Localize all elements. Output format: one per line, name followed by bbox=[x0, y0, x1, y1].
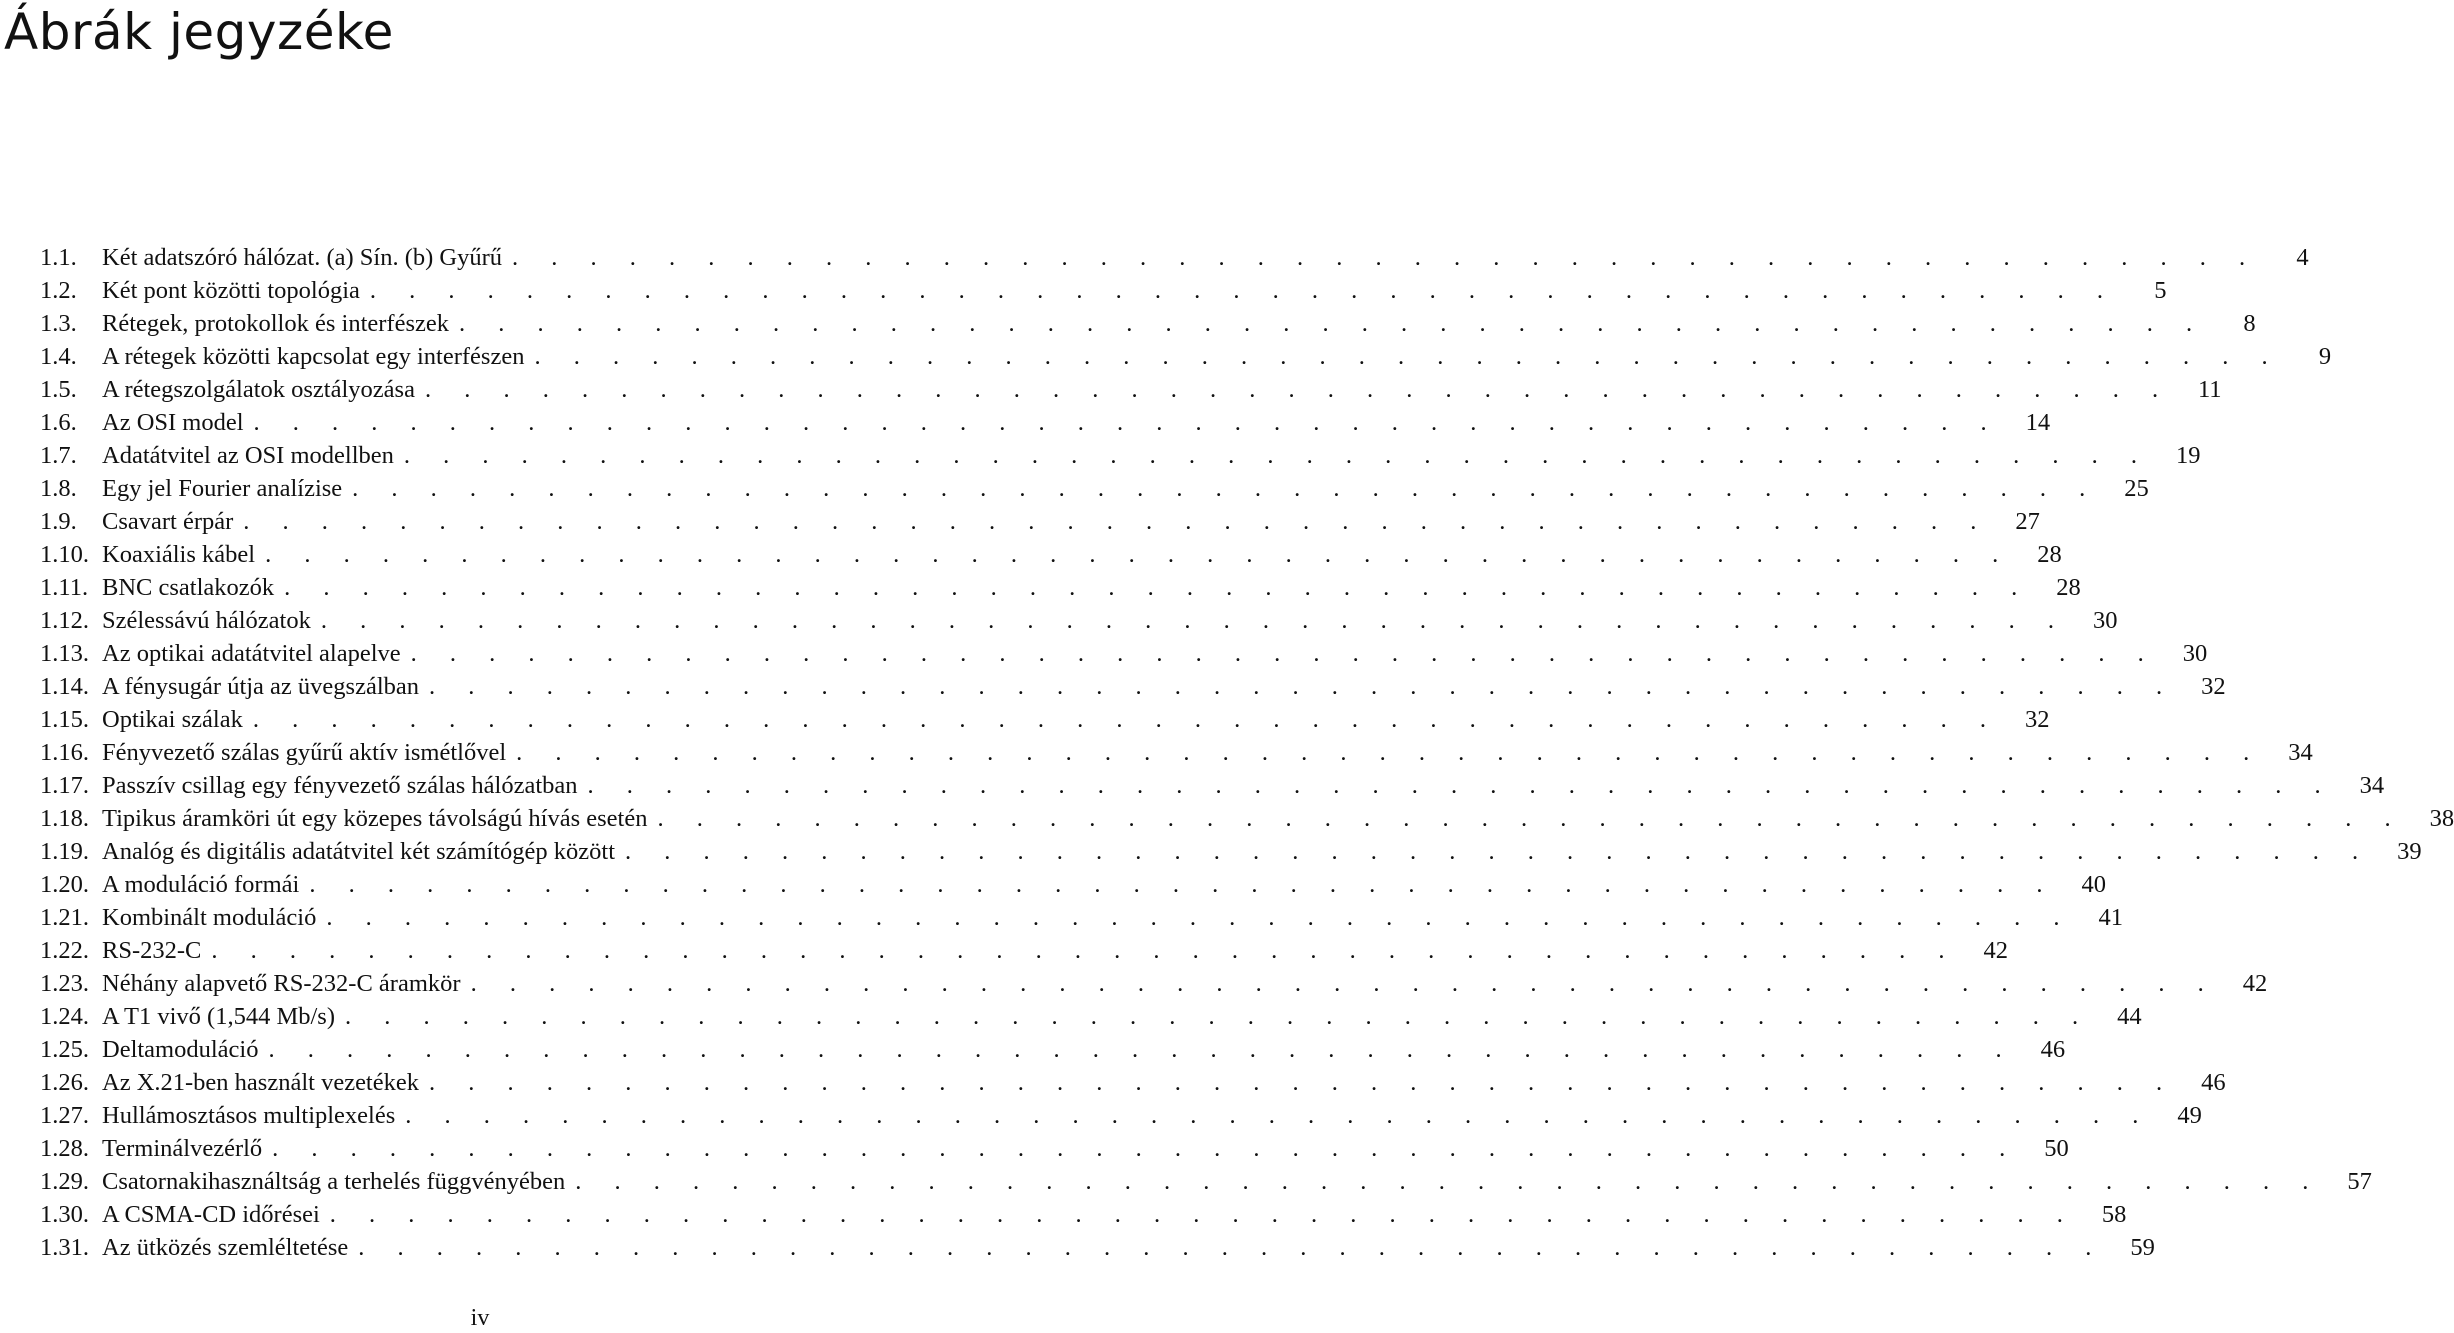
dot-leader: . . . . . . . . . . . . . . . . . . . . . . . . . . . . . . . . . . . . . . . . . . . . . bbox=[211, 937, 1959, 964]
dot-leader: . . . . . . . . . . . . . . . . . . . . . . . . . . . . . . . . . . . . . . . . . . . . . bbox=[458, 310, 2206, 337]
dot-leader: . . . . . . . . . . . . . . . . . . . . . . . . . . . . . . . . . . . . . . . . . . . . . bbox=[320, 607, 2068, 634]
toc-entry[interactable] bbox=[40, 703, 2050, 736]
figure-page-number: 4 bbox=[2296, 244, 2309, 271]
figure-page-number: 39 bbox=[2397, 838, 2422, 865]
figure-number: 1.7. bbox=[40, 442, 77, 469]
figure-title: Koaxiális kábel bbox=[102, 541, 256, 568]
toc-entry[interactable] bbox=[40, 1000, 2142, 1033]
figure-title: Rétegek, protokollok és interfészek bbox=[102, 310, 449, 337]
toc-entry[interactable] bbox=[40, 373, 2222, 406]
figure-number: 1.25. bbox=[40, 1036, 89, 1063]
figure-page-number: 34 bbox=[2288, 739, 2313, 766]
figure-title: Csavart érpár bbox=[102, 508, 234, 535]
dot-leader: . . . . . . . . . . . . . . . . . . . . . . . . . . . . . . . . . . . . . . . . . . . . . bbox=[410, 640, 2158, 667]
dot-leader: . . . . . . . . . . . . . . . . . . . . . . . . . . . . . . . . . . . . . . . . . . . . . bbox=[284, 574, 2031, 601]
toc-entry[interactable] bbox=[40, 1099, 2202, 1132]
dot-leader: . . . . . . . . . . . . . . . . . . . . . . . . . . . . . . . . . . . . . . . . . . . . . bbox=[252, 706, 2000, 733]
figure-title: Adatátvitel az OSI modellben bbox=[102, 442, 394, 469]
figure-number: 1.12. bbox=[40, 607, 89, 634]
figure-number: 1.21. bbox=[40, 904, 89, 931]
figure-page-number: 14 bbox=[2025, 409, 2051, 436]
dot-leader: . . . . . . . . . . . . . . . . . . . . . . . . . . . . . . . . . . . . . . . . . . . . . bbox=[253, 409, 2001, 436]
figure-title: Terminálvezérlő bbox=[102, 1135, 263, 1162]
figure-number: 1.9. bbox=[40, 508, 77, 535]
toc-entry[interactable] bbox=[40, 571, 2081, 604]
figure-page-number: 19 bbox=[2176, 442, 2201, 469]
toc-entry[interactable] bbox=[40, 736, 2313, 769]
toc-entry[interactable] bbox=[40, 472, 2149, 505]
figure-title: Két pont közötti topológia bbox=[102, 277, 360, 304]
toc-entry[interactable] bbox=[40, 1066, 2226, 1099]
figure-page-number: 28 bbox=[2056, 574, 2081, 601]
figure-page-number: 38 bbox=[2429, 805, 2454, 832]
figure-title: A rétegszolgálatok osztályozása bbox=[102, 376, 415, 403]
figure-number: 1.4. bbox=[40, 343, 77, 370]
toc-entry[interactable] bbox=[40, 802, 2454, 835]
figure-page-number: 9 bbox=[2318, 343, 2332, 370]
figure-page-number: 50 bbox=[2044, 1135, 2069, 1162]
dot-leader: . . . . . . . . . . . . . . . . . . . . . . . . . . . . . . . . . . . . . . . . . . . . . bbox=[345, 1003, 2092, 1030]
dot-leader: . . . . . . . . . . . . . . . . . . . . . . . . . . . . . . . . . . . . . . . . . . . . . bbox=[268, 1036, 2016, 1063]
figure-number: 1.24. bbox=[40, 1003, 89, 1030]
figure-title: RS-232-C bbox=[102, 937, 202, 964]
dot-leader: . . . . . . . . . . . . . . . . . . . . . . . . . . . . . . . . . . . . . . . . . . . . . bbox=[424, 376, 2172, 403]
toc-entry[interactable] bbox=[40, 1132, 2069, 1165]
toc-entry[interactable] bbox=[40, 868, 2106, 901]
dot-leader: . . . . . . . . . . . . . . . . . . . . . . . . . . . . . . . . . . . . . . . . . . . . . bbox=[470, 970, 2218, 997]
figure-number: 1.15. bbox=[40, 706, 89, 733]
dot-leader: . . . . . . . . . . . . . . . . . . . . . . . . . . . . . . . . . . . . . . . . . . . . . bbox=[329, 1201, 2077, 1228]
figure-title: Egy jel Fourier analízise bbox=[102, 475, 343, 502]
figure-title: Szélessávú hálózatok bbox=[102, 607, 311, 634]
toc-entry[interactable] bbox=[40, 901, 2123, 934]
figure-page-number: 27 bbox=[2015, 508, 2040, 535]
dot-leader: . . . . . . . . . . . . . . . . . . . . . . . . . . . . . . . . . . . . . . . . . . . . . bbox=[405, 1102, 2152, 1129]
figure-title: A CSMA-CD időrései bbox=[102, 1201, 320, 1228]
figure-title: Kombinált moduláció bbox=[102, 904, 317, 931]
dot-leader: . . . . . . . . . . . . . . . . . . . . . . . . . . . . . . . . . . . . . . . . . . . . . bbox=[512, 244, 2259, 271]
figure-number: 1.20. bbox=[40, 871, 89, 898]
dot-leader: . . . . . . . . . . . . . . . . . . . . . . . . . . . . . . . . . . . . . . . . . . . . . bbox=[309, 871, 2056, 898]
figure-number: 1.19. bbox=[40, 838, 89, 865]
figure-number: 1.26. bbox=[40, 1069, 89, 1096]
figure-number: 1.29. bbox=[40, 1168, 89, 1195]
figure-title: Néhány alapvető RS-232-C áramkör bbox=[102, 970, 461, 997]
figure-page-number: 30 bbox=[2093, 607, 2118, 634]
dot-leader: . . . . . . . . . . . . . . . . . . . . . . . . . . . . . . . . . . . . . . . . . . . . . bbox=[657, 805, 2405, 832]
figure-number: 1.14. bbox=[40, 673, 89, 700]
dot-leader: . . . . . . . . . . . . . . . . . . . . . . . . . . . . . . . . . . . . . . . . . . . . . bbox=[534, 343, 2282, 370]
figure-number: 1.5. bbox=[40, 376, 77, 403]
figure-title: A T1 vivő (1,544 Mb/s) bbox=[102, 1003, 335, 1030]
figure-page-number: 46 bbox=[2201, 1069, 2226, 1096]
dot-leader: . . . . . . . . . . . . . . . . . . . . . . . . . . . . . . . . . . . . . . . . . . . . . bbox=[358, 1234, 2105, 1261]
toc-entry[interactable] bbox=[40, 538, 2062, 571]
figure-page-number: 32 bbox=[2024, 706, 2050, 733]
toc-entry[interactable] bbox=[40, 406, 2051, 439]
figure-page-number: 40 bbox=[2081, 871, 2106, 898]
toc-entry[interactable] bbox=[40, 637, 2208, 670]
toc-entry[interactable] bbox=[40, 604, 2118, 637]
toc-entry[interactable] bbox=[40, 769, 2385, 802]
figure-page-number: 30 bbox=[2182, 640, 2208, 667]
toc-entry[interactable] bbox=[40, 1198, 2127, 1231]
figure-page-number: 34 bbox=[2359, 772, 2385, 799]
figure-title: Hullámosztásos multiplexelés bbox=[102, 1102, 396, 1129]
figure-title: A rétegek közötti kapcsolat egy interfészen bbox=[102, 343, 525, 370]
page-number: iv bbox=[470, 1305, 490, 1331]
dot-leader: . . . . . . . . . . . . . . . . . . . . . . . . . . . . . . . . . . . . . . . . . . . . . bbox=[265, 541, 2012, 568]
dot-leader: . . . . . . . . . . . . . . . . . . . . . . . . . . . . . . . . . . . . . . . . . . . . . bbox=[243, 508, 1990, 535]
dot-leader: . . . . . . . . . . . . . . . . . . . . . . . . . . . . . . . . . . . . . . . . . . . . . bbox=[272, 1135, 2019, 1162]
dot-leader: . . . . . . . . . . . . . . . . . . . . . . . . . . . . . . . . . . . . . . . . . . . . . bbox=[625, 838, 2372, 865]
dot-leader: . . . . . . . . . . . . . . . . . . . . . . . . . . . . . . . . . . . . . . . . . . . . . bbox=[516, 739, 2263, 766]
figure-number: 1.6. bbox=[40, 409, 77, 436]
toc-entry[interactable] bbox=[40, 274, 2167, 307]
figure-title: Analóg és digitális adatátvitel két számítógép között bbox=[102, 838, 616, 865]
figure-title: BNC csatlakozók bbox=[102, 574, 275, 601]
dot-leader: . . . . . . . . . . . . . . . . . . . . . . . . . . . . . . . . . . . . . . . . . . . . . bbox=[326, 904, 2073, 931]
figure-number: 1.31. bbox=[40, 1234, 89, 1261]
figure-title: Két adatszóró hálózat. (a) Sín. (b) Gyűrű bbox=[102, 244, 503, 271]
dot-leader: . . . . . . . . . . . . . . . . . . . . . . . . . . . . . . . . . . . . . . . . . . . . . bbox=[429, 673, 2176, 700]
figure-title: Az OSI model bbox=[102, 409, 244, 436]
figure-page-number: 11 bbox=[2197, 376, 2222, 403]
dot-leader: . . . . . . . . . . . . . . . . . . . . . . . . . . . . . . . . . . . . . . . . . . . . . bbox=[369, 277, 2117, 304]
figure-title: Csatornakihasználtság a terhelés függvényében bbox=[102, 1168, 566, 1195]
figure-number: 1.11. bbox=[40, 574, 89, 601]
toc-entry[interactable] bbox=[40, 1231, 2155, 1264]
figure-number: 1.8. bbox=[40, 475, 77, 502]
toc-entry[interactable] bbox=[40, 967, 2268, 1000]
toc-entry[interactable] bbox=[40, 505, 2040, 538]
figure-title: Az ütközés szemléltetése bbox=[102, 1234, 349, 1261]
figure-number: 1.3. bbox=[40, 310, 77, 337]
figure-title: Az X.21-ben használt vezetékek bbox=[102, 1069, 419, 1096]
figure-page-number: 58 bbox=[2101, 1201, 2127, 1228]
figure-number: 1.22. bbox=[40, 937, 89, 964]
dot-leader: . . . . . . . . . . . . . . . . . . . . . . . . . . . . . . . . . . . . . . . . . . . . . bbox=[352, 475, 2099, 502]
toc-entry[interactable] bbox=[40, 934, 2009, 967]
figure-number: 1.27. bbox=[40, 1102, 89, 1129]
dot-leader: . . . . . . . . . . . . . . . . . . . . . . . . . . . . . . . . . . . . . . . . . . . . . bbox=[429, 1069, 2176, 1096]
figure-number: 1.18. bbox=[40, 805, 89, 832]
figure-page-number: 25 bbox=[2124, 475, 2149, 502]
page-title: Ábrák jegyzéke bbox=[4, 3, 394, 61]
figure-number: 1.16. bbox=[40, 739, 89, 766]
list-of-figures bbox=[40, 241, 2454, 1264]
toc-entry[interactable] bbox=[40, 340, 2332, 373]
figure-title: Fényvezető szálas gyűrű aktív ismétlővel bbox=[102, 739, 507, 766]
figure-page-number: 41 bbox=[2098, 904, 2123, 931]
figure-page-number: 42 bbox=[1983, 937, 2009, 964]
figure-page-number: 59 bbox=[2130, 1234, 2155, 1261]
figure-title: Optikai szálak bbox=[102, 706, 243, 733]
dot-leader: . . . . . . . . . . . . . . . . . . . . . . . . . . . . . . . . . . . . . . . . . . . . . bbox=[587, 772, 2335, 799]
toc-entry[interactable] bbox=[40, 307, 2256, 340]
figure-title: Deltamoduláció bbox=[102, 1036, 259, 1063]
toc-entry[interactable] bbox=[40, 241, 2309, 274]
figure-number: 1.23. bbox=[40, 970, 89, 997]
figure-page-number: 57 bbox=[2347, 1168, 2372, 1195]
toc-entry[interactable] bbox=[40, 439, 2201, 472]
figure-number: 1.10. bbox=[40, 541, 89, 568]
figure-number: 1.2. bbox=[40, 277, 77, 304]
toc-entry[interactable] bbox=[40, 670, 2226, 703]
figure-title: A moduláció formái bbox=[102, 871, 300, 898]
figure-title: A fénysugár útja az üvegszálban bbox=[102, 673, 420, 700]
figure-number: 1.13. bbox=[40, 640, 89, 667]
figure-page-number: 28 bbox=[2037, 541, 2062, 568]
dot-leader: . . . . . . . . . . . . . . . . . . . . . . . . . . . . . . . . . . . . . . . . . . . . . bbox=[403, 442, 2151, 469]
figure-page-number: 49 bbox=[2177, 1102, 2202, 1129]
toc-entry[interactable] bbox=[40, 835, 2422, 868]
figure-page-number: 42 bbox=[2242, 970, 2268, 997]
figure-page-number: 8 bbox=[2243, 310, 2256, 337]
figure-number: 1.28. bbox=[40, 1135, 89, 1162]
figure-number: 1.30. bbox=[40, 1201, 89, 1228]
figure-title: Passzív csillag egy fényvezető szálas hálózatban bbox=[102, 772, 578, 799]
figure-number: 1.17. bbox=[40, 772, 89, 799]
dot-leader: . . . . . . . . . . . . . . . . . . . . . . . . . . . . . . . . . . . . . . . . . . . . . bbox=[575, 1168, 2322, 1195]
figure-title: Az optikai adatátvitel alapelve bbox=[102, 640, 401, 667]
toc-entry[interactable] bbox=[40, 1165, 2372, 1198]
figure-number: 1.1. bbox=[40, 244, 77, 271]
toc-entry[interactable] bbox=[40, 1033, 2066, 1066]
figure-page-number: 32 bbox=[2201, 673, 2226, 700]
figure-title: Tipikus áramköri út egy közepes távolságú hívás esetén bbox=[102, 805, 648, 832]
figure-page-number: 5 bbox=[2154, 277, 2167, 304]
figure-page-number: 46 bbox=[2040, 1036, 2066, 1063]
figure-page-number: 44 bbox=[2117, 1003, 2142, 1030]
